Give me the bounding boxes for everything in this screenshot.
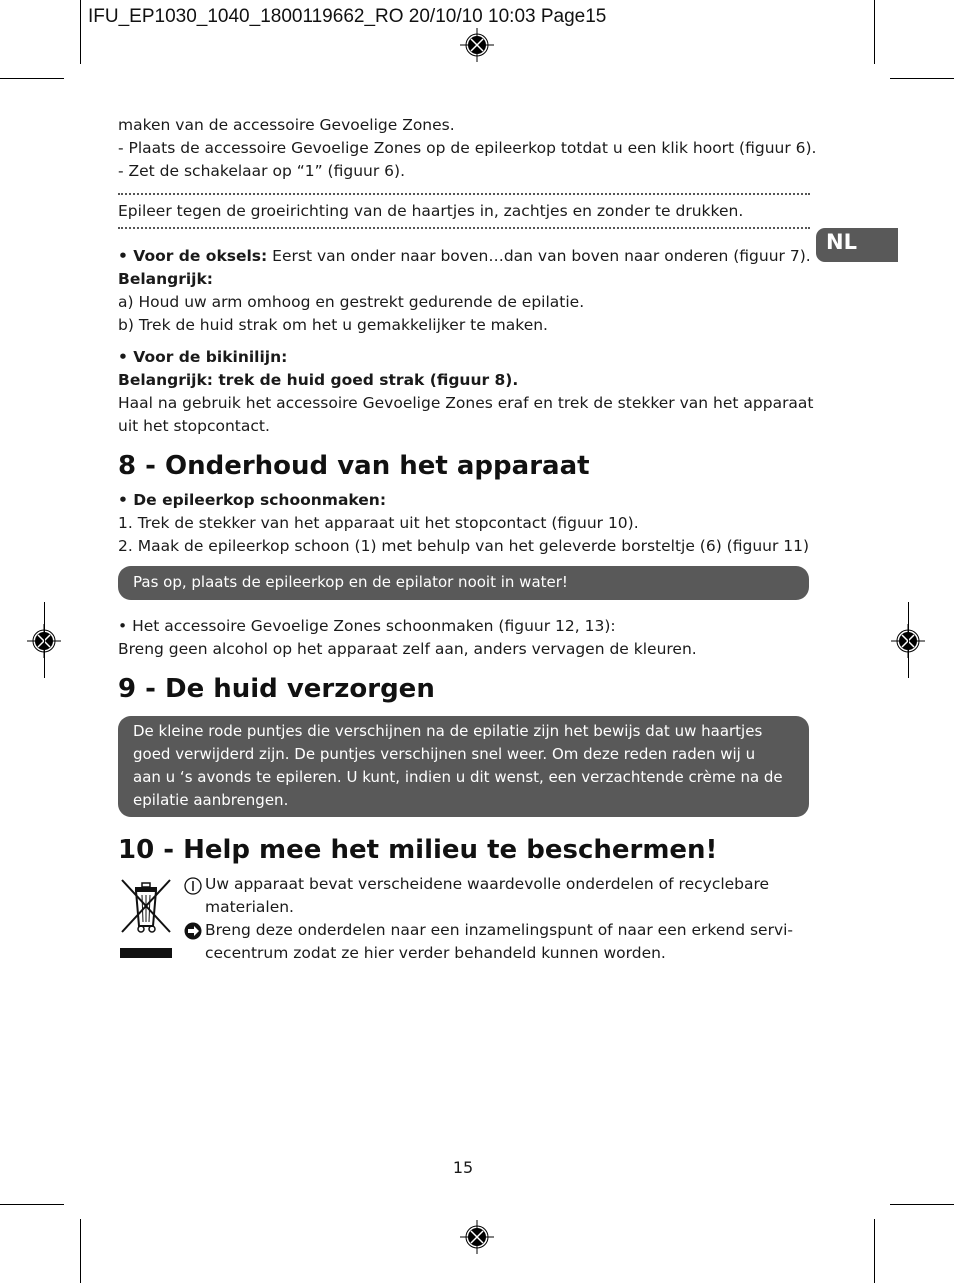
tip-text: Epileer tegen de groeirichting van de haartjes in, zachtjes en zonder te drukken. [118,202,744,220]
environment-line: Uw apparaat bevat verscheidene waardevolle onderdelen of recyclebare [205,875,770,893]
section-8-sub: • De epileerkop schoonmaken: [118,491,387,509]
skin-care-line: aan u ‘s avonds te epileren. U kunt, indien u dit wenst, een verzachtende crème na de [133,768,783,786]
registration-mark-icon [460,28,494,62]
info-icon [184,877,202,895]
section-8-step: 2. Maak de epileerkop schoon (1) met behulp van het geleverde borsteltje (6) (figuur 11) [118,537,810,555]
environment-line: cecentrum zodat ze hier verder behandeld kunnen worden. [205,944,666,962]
intro-line: maken van de accessoire Gevoelige Zones. [118,116,455,134]
important-label: Belangrijk: [118,270,214,288]
crop-mark [874,0,875,64]
section-9-heading: 9 - De huid verzorgen [118,674,435,704]
armpits-step: a) Houd uw arm omhoog en gestrekt gedurende de epilatie. [118,293,585,311]
bikini-important: Belangrijk: trek de huid goed strak (figuur 8). [118,371,519,389]
armpits-step: b) Trek de huid strak om het u gemakkelijker te maken. [118,316,548,334]
dotted-divider [118,227,810,229]
environment-line: materialen. [205,898,294,916]
crop-mark [0,78,64,79]
dotted-divider [118,193,810,195]
crop-mark [874,1219,875,1283]
section-8-heading: 8 - Onderhoud van het apparaat [118,451,590,481]
registration-mark-icon [460,1220,494,1254]
section-10-heading: 10 - Help mee het milieu te beschermen! [118,835,718,865]
intro-line: - Plaats de accessoire Gevoelige Zones op de epileerkop totdat u een klik hoort (figuur 6). [118,139,817,157]
crop-mark [0,1204,64,1205]
crop-mark [890,1204,954,1205]
bikini-label: • Voor de bikinilijn: [118,348,288,366]
skin-care-line: goed verwijderd zijn. De puntjes verschijnen snel weer. Om deze reden raden wij u [133,745,756,763]
skin-care-line: epilatie aanbrengen. [133,791,289,809]
intro-block [118,114,818,183]
armpits-block [118,245,818,337]
armpits-label: • Voor de oksels: [118,247,268,265]
crop-mark [80,0,81,64]
environment-text [205,873,815,965]
armpits-text: Eerst van onder naar boven…dan van boven naar onderen (figuur 7). [267,247,811,265]
section-8-step: 1. Trek de stekker van het apparaat uit het stopcontact (figuur 10). [118,514,639,532]
accessory-cleaning [118,615,818,661]
crop-mark [44,602,45,678]
skin-care-box [118,716,809,817]
weee-bin-icon [118,876,174,960]
crop-mark [908,602,909,678]
accessory-line: Breng geen alcohol op het apparaat zelf aan, anders vervagen de kleuren. [118,640,697,658]
language-tab: NL [816,228,898,262]
accessory-line: • Het accessoire Gevoelige Zones schoonmaken (figuur 12, 13): [118,617,616,635]
bikini-text: uit het stopcontact. [118,417,270,435]
warning-text: Pas op, plaats de epileerkop en de epilator nooit in water! [133,573,568,591]
section-8-body [118,489,818,558]
bikini-block [118,346,818,438]
intro-line: - Zet de schakelaar op “1” (figuur 6). [118,162,405,180]
crop-mark [80,1219,81,1283]
page-number: 15 [452,1158,474,1177]
arrow-right-icon [184,922,202,940]
bikini-text: Haal na gebruik het accessoire Gevoelige Zones eraf en trek de stekker van het apparaat [118,394,814,412]
warning-banner [118,566,809,600]
print-slug: IFU_EP1030_1040_1800119662_RO 20/10/10 10:03 Page15 [88,6,607,27]
environment-line: Breng deze onderdelen naar een inzamelingspunt of naar een erkend servi- [205,921,794,939]
crop-mark [890,78,954,79]
skin-care-line: De kleine rode puntjes die verschijnen na de epilatie zijn het bewijs dat uw haartjes [133,722,763,740]
